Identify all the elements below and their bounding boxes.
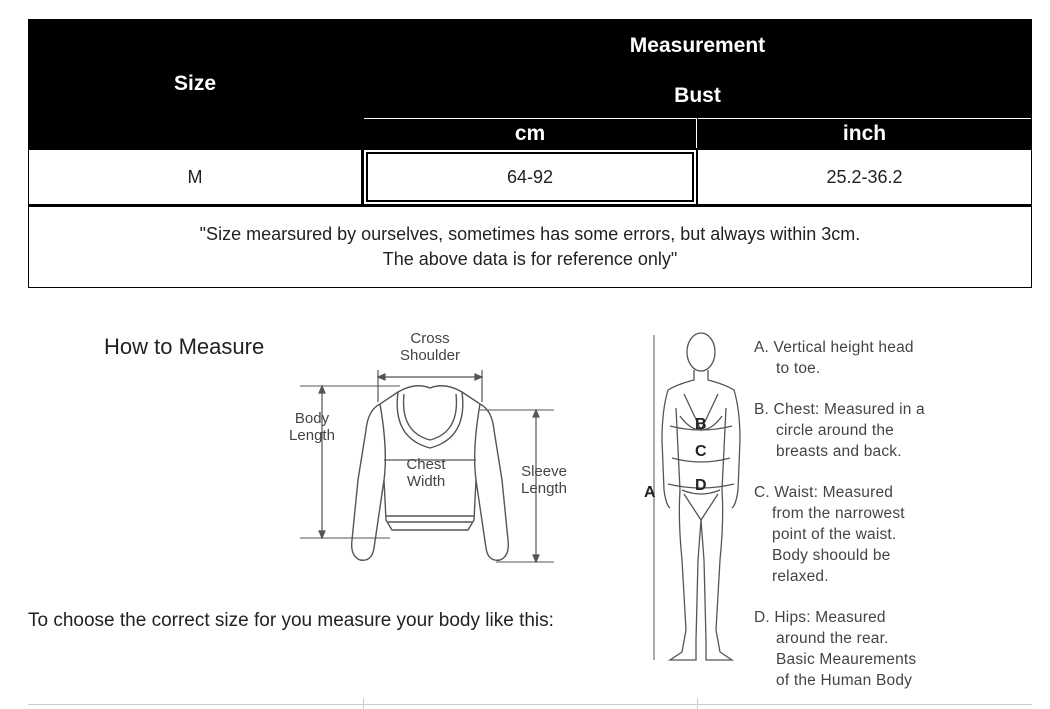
bust-header: Bust <box>364 75 1031 116</box>
legend-b: B. Chest: Measured in a circle around the breasts and back. <box>754 401 925 460</box>
measure-legend <box>754 337 1034 691</box>
bottom-divider-tick-1 <box>363 698 364 709</box>
body-head <box>687 333 715 371</box>
cross-shoulder-label: Cross Shoulder <box>399 330 461 364</box>
size-table <box>28 19 1032 288</box>
reference-note <box>29 207 1031 287</box>
letter-d: D <box>695 477 707 494</box>
cm-cell: 64-92 <box>364 150 696 204</box>
letter-c: C <box>695 443 707 460</box>
body-figure <box>640 330 750 680</box>
bottom-divider <box>28 704 1032 705</box>
size-header: Size <box>29 20 361 147</box>
note-line-1: "Size mearsured by ourselves, sometimes has some errors, but always within 3cm. <box>199 224 861 244</box>
inch-cell: 25.2-36.2 <box>698 150 1031 204</box>
legend-d: D. Hips: Measured around the rear. Basic Meaurements of the Human Body <box>754 609 917 689</box>
unit-inch-header: inch <box>698 118 1031 148</box>
size-cell: M <box>29 150 361 204</box>
sweater-diagram <box>280 330 580 580</box>
sleeve-length-label: Sleeve Length <box>521 463 567 497</box>
legend-a: A. Vertical height head to toe. <box>754 339 914 377</box>
unit-cm-header: cm <box>364 118 697 148</box>
instruction-text: To choose the correct size for you measure your body like this: <box>28 610 554 631</box>
legend-c: C. Waist: Measured from the narrowest point of the waist. Body shoould be relaxed. <box>754 484 905 585</box>
letter-b: B <box>695 416 707 433</box>
letter-a: A <box>644 484 656 501</box>
measurement-header: Measurement <box>364 20 1031 72</box>
note-line-2: The above data is for reference only" <box>382 249 678 269</box>
chest-width-label: Chest Width <box>406 456 446 490</box>
how-to-measure-title: How to Measure <box>104 334 265 359</box>
bottom-divider-tick-2 <box>697 698 698 709</box>
body-length-label: Body Length <box>289 410 335 444</box>
